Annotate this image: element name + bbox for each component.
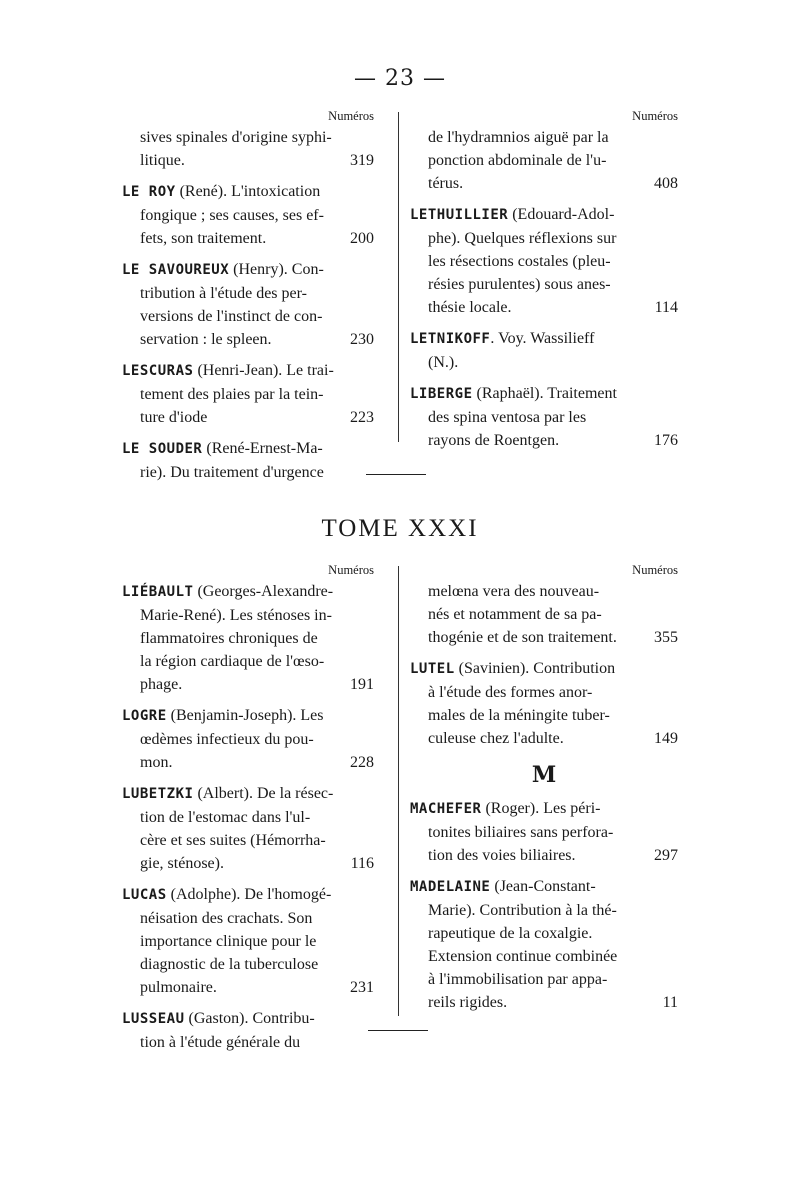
entry-text: males de la méningite tuber- bbox=[428, 707, 610, 724]
entry-line bbox=[410, 844, 678, 867]
entry-text: de l'hydramnios aiguë par la bbox=[428, 129, 609, 146]
entry-text: ponction abdominale de l'u- bbox=[428, 152, 607, 169]
entry-text: rayons de Roentgen. bbox=[428, 432, 560, 449]
entry-number: 231 bbox=[350, 979, 374, 996]
entry-text: thogénie et de son traitement. bbox=[428, 629, 617, 646]
entry-text: diagnostic de la tuberculose bbox=[140, 956, 319, 973]
entry-text: les résections costales (pleu- bbox=[428, 253, 611, 270]
entry-text: tion de l'estomac dans l'ul- bbox=[140, 809, 311, 826]
column-divider bbox=[398, 566, 399, 1016]
entry-line bbox=[122, 806, 374, 829]
entry-text: (Henry). Con- bbox=[229, 261, 324, 278]
entry-text: (René). L'intoxication bbox=[175, 183, 321, 200]
entry-text: sives spinales d'origine syphi- bbox=[140, 129, 332, 146]
entry-text: ture d'iode bbox=[140, 409, 208, 426]
entry-text: gie, sténose). bbox=[140, 855, 224, 872]
index-entry bbox=[410, 126, 678, 195]
index-entry bbox=[122, 782, 374, 875]
entry-text: (Georges-Alexandre- bbox=[193, 583, 334, 600]
entry-line bbox=[410, 429, 678, 452]
index-entry bbox=[122, 704, 374, 774]
entry-line bbox=[410, 126, 678, 149]
entry-line bbox=[410, 227, 678, 250]
entry-line bbox=[122, 953, 374, 976]
entry-text: (Jean-Constant- bbox=[490, 878, 596, 895]
author-name: MADELAINE bbox=[410, 879, 491, 895]
entry-line bbox=[410, 149, 678, 172]
index-entry bbox=[410, 875, 678, 1014]
entry-line bbox=[122, 930, 374, 953]
column-divider bbox=[398, 112, 399, 442]
entry-line bbox=[122, 883, 374, 907]
entry-line bbox=[122, 728, 374, 751]
entry-number: 223 bbox=[350, 409, 374, 426]
entry-text: importance clinique pour le bbox=[140, 933, 317, 950]
entry-number: 228 bbox=[350, 754, 374, 771]
entry-text: (N.). bbox=[428, 354, 459, 371]
entry-line bbox=[122, 282, 374, 305]
entry-line bbox=[410, 296, 678, 319]
section-rule bbox=[366, 474, 426, 475]
entry-text: (Albert). De la résec- bbox=[193, 785, 334, 802]
entry-number: 319 bbox=[350, 152, 374, 169]
entry-text: (Benjamin-Joseph). Les bbox=[166, 707, 324, 724]
index-entry bbox=[410, 382, 678, 452]
entry-text: pulmonaire. bbox=[140, 979, 217, 996]
column-left-top bbox=[122, 108, 374, 492]
column-left-bottom bbox=[122, 562, 374, 1062]
entry-line bbox=[410, 626, 678, 649]
section-rule bbox=[368, 1030, 428, 1031]
entry-line bbox=[410, 922, 678, 945]
entry-line bbox=[410, 727, 678, 750]
index-entry bbox=[122, 180, 374, 250]
entries bbox=[410, 797, 678, 1014]
index-entry bbox=[410, 580, 678, 649]
entry-text: melœna vera des nouveau- bbox=[428, 583, 600, 600]
entry-line bbox=[410, 968, 678, 991]
entry-line bbox=[122, 180, 374, 204]
index-entry bbox=[410, 203, 678, 319]
entry-text: résies purulentes) sous anes- bbox=[428, 276, 611, 293]
entry-text: tonites biliaires sans perfora- bbox=[428, 824, 614, 841]
entry-text: reils rigides. bbox=[428, 994, 508, 1011]
entry-text: néisation des crachats. Son bbox=[140, 910, 313, 927]
author-name: LIÉBAULT bbox=[122, 584, 194, 600]
entry-line bbox=[122, 1031, 374, 1054]
author-name: LE ROY bbox=[122, 184, 176, 200]
column-right-bottom bbox=[410, 562, 678, 1022]
numeros-header: Numéros bbox=[328, 109, 374, 123]
author-name: LOGRE bbox=[122, 708, 167, 724]
entry-line bbox=[410, 203, 678, 227]
entry-number: 116 bbox=[350, 855, 374, 872]
entry-text: thésie locale. bbox=[428, 299, 512, 316]
numeros-header: Numéros bbox=[632, 563, 678, 577]
entry-line bbox=[122, 627, 374, 650]
entry-line bbox=[122, 149, 374, 172]
entry-line bbox=[122, 976, 374, 999]
author-name: LUBETZKI bbox=[122, 786, 194, 802]
entry-text: (Savinien). Contribution bbox=[454, 660, 616, 677]
entry-text: servation : le spleen. bbox=[140, 331, 272, 348]
entry-line bbox=[410, 172, 678, 195]
index-entry bbox=[122, 883, 374, 999]
entry-line bbox=[122, 852, 374, 875]
entry-text: fets, son traitement. bbox=[140, 230, 267, 247]
entry-line bbox=[122, 227, 374, 250]
author-name: LUTEL bbox=[410, 661, 455, 677]
entry-line bbox=[122, 359, 374, 383]
entry-text: (Adolphe). De l'homogé- bbox=[166, 886, 332, 903]
author-name: LIBERGE bbox=[410, 386, 473, 402]
index-entry bbox=[122, 1007, 374, 1054]
author-name: LETNIKOFF bbox=[410, 331, 491, 347]
author-name: MACHEFER bbox=[410, 801, 482, 817]
entry-line bbox=[122, 126, 374, 149]
entry-text: (Gaston). Contribu- bbox=[184, 1010, 315, 1027]
entry-text: (Henri-Jean). Le trai- bbox=[193, 362, 334, 379]
tome-heading: TOME XXXI bbox=[321, 515, 479, 542]
entry-line bbox=[122, 305, 374, 328]
entry-line bbox=[122, 782, 374, 806]
entry-line bbox=[410, 250, 678, 273]
entry-text: (Roger). Les péri- bbox=[481, 800, 601, 817]
entry-line bbox=[410, 681, 678, 704]
index-entry bbox=[410, 797, 678, 867]
entry-text: nés et notamment de sa pa- bbox=[428, 606, 602, 623]
numeros-header: Numéros bbox=[632, 109, 678, 123]
entry-number: 297 bbox=[654, 847, 678, 864]
entry-text: tement des plaies par la tein- bbox=[140, 386, 324, 403]
page-number: — 23 — bbox=[354, 66, 446, 91]
entry-text: phage. bbox=[140, 676, 183, 693]
entry-text: des spina ventosa par les bbox=[428, 409, 587, 426]
entry-line bbox=[410, 657, 678, 681]
author-name: LE SOUDER bbox=[122, 441, 203, 457]
numeros-header: Numéros bbox=[328, 563, 374, 577]
index-entry bbox=[410, 657, 678, 750]
entry-line bbox=[122, 437, 374, 461]
entry-number: 200 bbox=[350, 230, 374, 247]
index-entry bbox=[410, 327, 678, 374]
entry-line bbox=[122, 461, 374, 484]
entry-line bbox=[410, 327, 678, 351]
entry-number: 176 bbox=[654, 432, 678, 449]
entry-text: phe). Quelques réflexions sur bbox=[428, 230, 617, 247]
entry-number: 408 bbox=[654, 175, 678, 192]
entry-text: (René-Ernest-Ma- bbox=[202, 440, 323, 457]
section-letter: M bbox=[531, 762, 557, 788]
entry-line bbox=[410, 351, 678, 374]
entry-line bbox=[122, 580, 374, 604]
entry-text: rie). Du traitement d'urgence bbox=[140, 464, 324, 481]
entry-text: (Edouard-Adol- bbox=[508, 206, 615, 223]
entry-text: œdèmes infectieux du pou- bbox=[140, 731, 314, 748]
entry-line bbox=[122, 328, 374, 351]
entry-line bbox=[410, 580, 678, 603]
entry-text: Extension continue combinée bbox=[428, 948, 618, 965]
entries bbox=[410, 580, 678, 750]
author-name: LUCAS bbox=[122, 887, 167, 903]
entry-line bbox=[410, 797, 678, 821]
entry-line bbox=[410, 406, 678, 429]
entry-line bbox=[122, 704, 374, 728]
index-entry bbox=[122, 359, 374, 429]
entry-line bbox=[122, 604, 374, 627]
entry-line bbox=[122, 406, 374, 429]
entry-number: 191 bbox=[350, 676, 374, 693]
entry-text: culeuse chez l'adulte. bbox=[428, 730, 564, 747]
entry-line bbox=[410, 991, 678, 1014]
author-name: LESCURAS bbox=[122, 363, 194, 379]
entry-line bbox=[122, 751, 374, 774]
column-right-top bbox=[410, 108, 678, 460]
entry-text: cère et ses suites (Hémorrha- bbox=[140, 832, 326, 849]
entry-line bbox=[122, 650, 374, 673]
entry-line bbox=[410, 382, 678, 406]
entry-line bbox=[122, 829, 374, 852]
entry-line bbox=[410, 603, 678, 626]
entry-text: Marie-René). Les sténoses in- bbox=[140, 607, 332, 624]
entry-line bbox=[410, 875, 678, 899]
entries bbox=[122, 580, 374, 1054]
entry-text: à l'immobilisation par appa- bbox=[428, 971, 608, 988]
author-name: LETHUILLIER bbox=[410, 207, 509, 223]
entry-number: 114 bbox=[654, 299, 678, 316]
entry-line bbox=[122, 258, 374, 282]
entries bbox=[410, 126, 678, 452]
entry-line bbox=[122, 1007, 374, 1031]
entry-text: . Voy. Wassilieff bbox=[490, 330, 595, 347]
entry-line bbox=[122, 673, 374, 696]
entry-text: à l'étude des formes anor- bbox=[428, 684, 593, 701]
index-entry bbox=[122, 437, 374, 484]
entry-text: litique. bbox=[140, 152, 185, 169]
entry-line bbox=[410, 704, 678, 727]
entry-line bbox=[410, 273, 678, 296]
entry-number: 11 bbox=[662, 994, 678, 1011]
entries bbox=[122, 126, 374, 484]
entry-line bbox=[122, 383, 374, 406]
entry-line bbox=[122, 907, 374, 930]
entry-line bbox=[410, 899, 678, 922]
entry-number: 230 bbox=[350, 331, 374, 348]
entry-text: tribution à l'étude des per- bbox=[140, 285, 307, 302]
entry-text: fongique ; ses causes, ses ef- bbox=[140, 207, 324, 224]
entry-text: rapeutique de la coxalgie. bbox=[428, 925, 593, 942]
entry-text: flammatoires chroniques de bbox=[140, 630, 318, 647]
entry-text: versions de l'instinct de con- bbox=[140, 308, 323, 325]
entry-line bbox=[410, 945, 678, 968]
entry-number: 149 bbox=[654, 730, 678, 747]
entry-text: tion à l'étude générale du bbox=[140, 1034, 301, 1051]
entry-line bbox=[122, 204, 374, 227]
entry-line bbox=[410, 821, 678, 844]
author-name: LUSSEAU bbox=[122, 1011, 185, 1027]
entry-text: mon. bbox=[140, 754, 173, 771]
author-name: LE SAVOUREUX bbox=[122, 262, 230, 278]
entry-number: 355 bbox=[654, 629, 678, 646]
entry-text: Marie). Contribution à la thé- bbox=[428, 902, 617, 919]
entry-text: térus. bbox=[428, 175, 464, 192]
entry-text: tion des voies biliaires. bbox=[428, 847, 576, 864]
index-entry bbox=[122, 258, 374, 351]
entry-text: la région cardiaque de l'œso- bbox=[140, 653, 325, 670]
index-entry bbox=[122, 126, 374, 172]
entry-text: (Raphaël). Traitement bbox=[472, 385, 617, 402]
index-entry bbox=[122, 580, 374, 696]
